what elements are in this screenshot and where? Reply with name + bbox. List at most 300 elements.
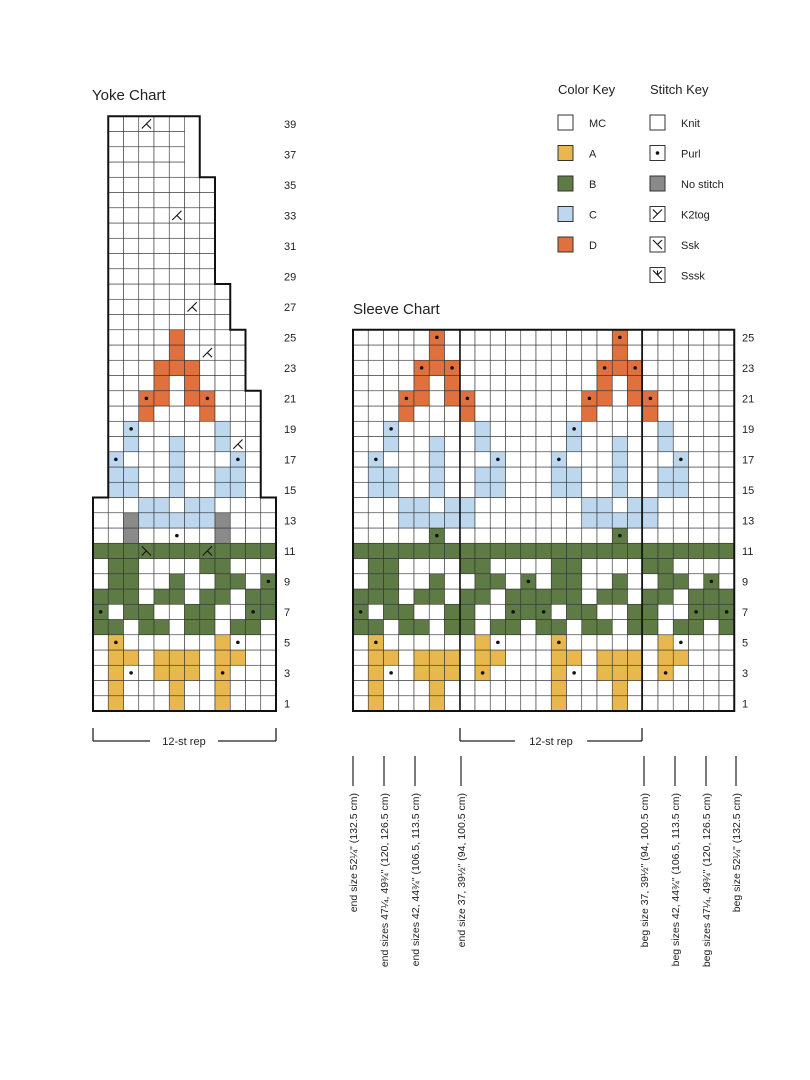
yoke-cell: [139, 193, 154, 208]
sleeve-cell: [429, 604, 444, 619]
yoke-cell: [246, 498, 261, 513]
yoke-cell: [108, 650, 123, 665]
yoke-row-label: 21: [284, 393, 297, 406]
yoke-cell: [169, 238, 184, 253]
sleeve-cell: [384, 635, 399, 650]
sleeve-cell: [368, 665, 383, 680]
sleeve-cell: [628, 635, 643, 650]
sleeve-cell: [704, 437, 719, 452]
sleeve-row-label: 1: [742, 698, 749, 711]
yoke-cell: [169, 696, 184, 711]
sleeve-cell: [475, 513, 490, 528]
sleeve-cell: [414, 696, 429, 711]
sleeve-cell: [368, 360, 383, 375]
sleeve-cell: [567, 574, 582, 589]
yoke-cell: [108, 513, 123, 528]
yoke-cell: [246, 528, 261, 543]
sleeve-cell: [551, 513, 566, 528]
sleeve-cell: [445, 498, 460, 513]
yoke-cell: [200, 421, 215, 436]
sleeve-cell: [399, 437, 414, 452]
sleeve-cell: [689, 528, 704, 543]
stitch-key-label: K2tog: [681, 209, 710, 222]
sleeve-cell: [490, 681, 505, 696]
sleeve-cell: [521, 589, 536, 604]
sleeve-cell: [445, 406, 460, 421]
sleeve-cell: [612, 574, 627, 589]
yoke-cell: [230, 482, 245, 497]
sleeve-cell: [445, 665, 460, 680]
yoke-cell: [93, 543, 108, 558]
sleeve-cell: [490, 345, 505, 360]
yoke-cell: [139, 437, 154, 452]
yoke-cell: [215, 528, 230, 543]
sleeve-cell: [673, 498, 688, 513]
sleeve-cell: [490, 528, 505, 543]
yoke-cell: [230, 498, 245, 513]
sleeve-cell: [536, 421, 551, 436]
yoke-cell: [124, 528, 139, 543]
sleeve-cell: [460, 345, 475, 360]
yoke-cell: [246, 437, 261, 452]
sleeve-cell: [536, 437, 551, 452]
sleeve-cell: [643, 513, 658, 528]
sleeve-cell: [612, 437, 627, 452]
color-swatch: [558, 176, 573, 191]
sleeve-cell: [719, 360, 734, 375]
purl-dot: [374, 458, 378, 462]
sleeve-cell: [673, 345, 688, 360]
sleeve-row-label: 15: [742, 484, 755, 497]
sleeve-cell: [445, 482, 460, 497]
sleeve-cell: [673, 330, 688, 345]
sleeve-row-label: 5: [742, 637, 749, 650]
yoke-cell: [108, 330, 123, 345]
sleeve-cell: [521, 650, 536, 665]
yoke-cell: [185, 208, 200, 223]
yoke-cell: [154, 467, 169, 482]
yoke-cell: [215, 498, 230, 513]
sleeve-cell: [399, 543, 414, 558]
sleeve-cell: [445, 574, 460, 589]
color-key-title: Color Key: [558, 82, 616, 97]
sleeve-chart-title: Sleeve Chart: [353, 301, 440, 318]
yoke-cell: [124, 604, 139, 619]
sleeve-cell: [414, 528, 429, 543]
yoke-cell: [261, 589, 276, 604]
sleeve-cell: [628, 604, 643, 619]
yoke-cell: [200, 604, 215, 619]
purl-dot: [435, 534, 439, 538]
sleeve-cell: [384, 574, 399, 589]
purl-dot: [725, 610, 729, 614]
sleeve-cell: [368, 345, 383, 360]
color-swatch: [558, 237, 573, 252]
purl-dot: [649, 397, 653, 401]
yoke-row-label: 27: [284, 301, 297, 314]
stitch-key-label: Ssk: [681, 240, 700, 252]
sleeve-cell: [582, 345, 597, 360]
yoke-cell: [215, 452, 230, 467]
yoke-cell: [154, 620, 169, 635]
sleeve-cell: [521, 513, 536, 528]
sleeve-cell: [597, 376, 612, 391]
yoke-cell: [169, 482, 184, 497]
sleeve-cell: [475, 376, 490, 391]
yoke-cell: [185, 193, 200, 208]
sleeve-cell: [582, 650, 597, 665]
sleeve-cell: [567, 543, 582, 558]
sleeve-cell: [612, 543, 627, 558]
yoke-cell: [261, 650, 276, 665]
yoke-cell: [215, 604, 230, 619]
sleeve-cell: [628, 559, 643, 574]
yoke-cell: [124, 269, 139, 284]
sleeve-cell: [475, 604, 490, 619]
yoke-row-label: 37: [284, 149, 297, 162]
sleeve-cell: [643, 559, 658, 574]
yoke-cell: [246, 391, 261, 406]
purl-dot: [114, 641, 118, 645]
sleeve-row-label: 7: [742, 606, 749, 619]
sleeve-cell: [368, 528, 383, 543]
sleeve-cell: [445, 330, 460, 345]
sleeve-cell: [368, 604, 383, 619]
sleeve-cell: [399, 635, 414, 650]
sleeve-cell: [719, 620, 734, 635]
sleeve-cell: [399, 696, 414, 711]
sleeve-cell: [597, 604, 612, 619]
sleeve-cell: [475, 345, 490, 360]
yoke-cell: [139, 162, 154, 177]
sleeve-cell: [445, 589, 460, 604]
sleeve-cell: [521, 330, 536, 345]
sleeve-cell: [353, 650, 368, 665]
purl-dot: [557, 641, 561, 645]
yoke-cell: [230, 574, 245, 589]
yoke-cell: [108, 269, 123, 284]
yoke-cell: [124, 162, 139, 177]
yoke-cell: [154, 528, 169, 543]
yoke-row-label: 31: [284, 240, 297, 253]
sleeve-cell: [551, 665, 566, 680]
sleeve-cell: [689, 513, 704, 528]
yoke-cell: [215, 589, 230, 604]
sleeve-cell: [658, 360, 673, 375]
sleeve-cell: [628, 574, 643, 589]
sleeve-cell: [719, 650, 734, 665]
yoke-cell: [169, 406, 184, 421]
sleeve-cell: [353, 406, 368, 421]
sleeve-cell: [719, 498, 734, 513]
sleeve-cell: [658, 421, 673, 436]
sleeve-cell: [490, 574, 505, 589]
sleeve-row-label: 11: [742, 545, 754, 558]
sleeve-cell: [597, 681, 612, 696]
yoke-cell: [185, 467, 200, 482]
purl-dot: [359, 610, 363, 614]
yoke-cell: [108, 208, 123, 223]
yoke-cell: [200, 635, 215, 650]
yoke-cell: [108, 376, 123, 391]
yoke-cell: [139, 376, 154, 391]
sleeve-cell: [490, 376, 505, 391]
sleeve-cell: [551, 421, 566, 436]
yoke-cell: [261, 665, 276, 680]
yoke-cell: [185, 360, 200, 375]
yoke-cell: [185, 376, 200, 391]
sleeve-cell: [429, 482, 444, 497]
sleeve-cell: [475, 681, 490, 696]
sleeve-cell: [643, 345, 658, 360]
sleeve-cell: [551, 498, 566, 513]
yoke-cell: [108, 528, 123, 543]
sleeve-cell: [658, 589, 673, 604]
yoke-cell: [246, 650, 261, 665]
yoke-cell: [246, 406, 261, 421]
yoke-cell: [246, 482, 261, 497]
sleeve-cell: [582, 543, 597, 558]
yoke-cell: [93, 620, 108, 635]
sleeve-cell: [460, 696, 475, 711]
yoke-cell: [230, 681, 245, 696]
sleeve-cell: [384, 345, 399, 360]
sleeve-cell: [719, 330, 734, 345]
sleeve-cell: [689, 421, 704, 436]
sleeve-cell: [689, 574, 704, 589]
yoke-cell: [185, 284, 200, 299]
sleeve-cell: [475, 543, 490, 558]
yoke-cell: [124, 635, 139, 650]
sleeve-cell: [429, 360, 444, 375]
yoke-cell: [200, 437, 215, 452]
sleeve-cell: [368, 696, 383, 711]
sleeve-cell: [689, 589, 704, 604]
yoke-cell: [139, 620, 154, 635]
purl-dot: [236, 641, 240, 645]
yoke-cell: [215, 696, 230, 711]
yoke-cell: [169, 177, 184, 192]
sleeve-cell: [567, 650, 582, 665]
sleeve-cell: [582, 467, 597, 482]
yoke-cell: [169, 254, 184, 269]
sleeve-cell: [643, 681, 658, 696]
sleeve-cell: [399, 345, 414, 360]
yoke-cell: [154, 681, 169, 696]
sleeve-cell: [460, 589, 475, 604]
yoke-cell: [169, 376, 184, 391]
sleeve-cell: [536, 345, 551, 360]
sleeve-cell: [536, 498, 551, 513]
sleeve-cell: [353, 498, 368, 513]
yoke-chart-title: Yoke Chart: [92, 87, 166, 104]
sleeve-cell: [445, 650, 460, 665]
yoke-cell: [124, 559, 139, 574]
sleeve-cell: [673, 513, 688, 528]
sleeve-cell: [689, 681, 704, 696]
sleeve-cell: [582, 376, 597, 391]
sleeve-cell: [719, 696, 734, 711]
sleeve-cell: [689, 391, 704, 406]
sleeve-cell: [368, 498, 383, 513]
yoke-row-label: 25: [284, 332, 297, 345]
sleeve-cell: [429, 574, 444, 589]
yoke-cell: [108, 147, 123, 162]
sleeve-cell: [704, 345, 719, 360]
sleeve-cell: [445, 696, 460, 711]
sleeve-cell: [612, 467, 627, 482]
sleeve-cell: [628, 650, 643, 665]
sleeve-cell: [536, 452, 551, 467]
purl-dot: [389, 427, 393, 431]
yoke-cell: [230, 528, 245, 543]
sleeve-cell: [643, 406, 658, 421]
sleeve-cell: [704, 543, 719, 558]
yoke-cell: [200, 681, 215, 696]
yoke-cell: [246, 421, 261, 436]
sleeve-cell: [689, 696, 704, 711]
sleeve-cell: [628, 681, 643, 696]
sleeve-cell: [704, 360, 719, 375]
sleeve-cell: [704, 650, 719, 665]
sleeve-cell: [567, 330, 582, 345]
sleeve-cell: [506, 665, 521, 680]
sleeve-cell: [414, 513, 429, 528]
sleeve-cell: [567, 452, 582, 467]
yoke-cell: [246, 620, 261, 635]
sleeve-cell: [490, 696, 505, 711]
sleeve-cell: [506, 513, 521, 528]
sleeve-cell: [475, 574, 490, 589]
sleeve-cell: [551, 330, 566, 345]
sleeve-cell: [536, 620, 551, 635]
sleeve-cell: [521, 635, 536, 650]
purl-dot: [496, 641, 500, 645]
yoke-cell: [169, 299, 184, 314]
yoke-cell: [215, 421, 230, 436]
yoke-cell: [154, 635, 169, 650]
sleeve-cell: [643, 696, 658, 711]
sleeve-cell: [429, 437, 444, 452]
yoke-cell: [185, 315, 200, 330]
yoke-cell: [108, 498, 123, 513]
sleeve-cell: [597, 589, 612, 604]
purl-dot: [405, 397, 409, 401]
sleeve-cell: [673, 543, 688, 558]
yoke-cell: [185, 391, 200, 406]
sleeve-cell: [643, 604, 658, 619]
yoke-cell: [230, 376, 245, 391]
sleeve-cell: [490, 559, 505, 574]
sleeve-cell: [673, 665, 688, 680]
yoke-cell: [185, 513, 200, 528]
sleeve-cell: [567, 437, 582, 452]
purl-dot: [557, 458, 561, 462]
sleeve-cell: [521, 681, 536, 696]
sleeve-cell: [353, 467, 368, 482]
yoke-cell: [154, 223, 169, 238]
yoke-cell: [261, 604, 276, 619]
sleeve-cell: [445, 620, 460, 635]
purl-dot: [527, 580, 531, 584]
sleeve-cell: [628, 330, 643, 345]
sleeve-cell: [551, 681, 566, 696]
sleeve-cell: [719, 681, 734, 696]
sleeve-cell: [719, 574, 734, 589]
sleeve-cell: [445, 635, 460, 650]
sleeve-cell: [704, 589, 719, 604]
sleeve-cell: [506, 345, 521, 360]
yoke-cell: [154, 376, 169, 391]
yoke-cell: [108, 299, 123, 314]
sleeve-cell: [490, 467, 505, 482]
sleeve-cell: [689, 330, 704, 345]
yoke-cell: [200, 208, 215, 223]
sleeve-cell: [612, 452, 627, 467]
yoke-cell: [124, 238, 139, 253]
purl-dot: [99, 610, 103, 614]
yoke-cell: [108, 284, 123, 299]
sleeve-cell: [475, 498, 490, 513]
sleeve-cell: [399, 528, 414, 543]
sleeve-cell: [597, 391, 612, 406]
sleeve-cell: [719, 589, 734, 604]
yoke-row-label: 9: [284, 576, 291, 589]
yoke-cell: [108, 574, 123, 589]
sleeve-cell: [384, 467, 399, 482]
sleeve-cell: [643, 665, 658, 680]
sleeve-cell: [719, 391, 734, 406]
sleeve-cell: [521, 498, 536, 513]
sleeve-cell: [460, 330, 475, 345]
yoke-cell: [139, 238, 154, 253]
yoke-cell: [154, 254, 169, 269]
sleeve-cell: [368, 543, 383, 558]
sleeve-cell: [597, 574, 612, 589]
sleeve-cell: [719, 406, 734, 421]
yoke-cell: [185, 559, 200, 574]
sleeve-cell: [353, 559, 368, 574]
sleeve-cell: [429, 681, 444, 696]
sleeve-cell: [673, 696, 688, 711]
yoke-cell: [108, 177, 123, 192]
yoke-cell: [215, 360, 230, 375]
yoke-cell: [108, 681, 123, 696]
sleeve-cell: [673, 681, 688, 696]
sleeve-cell: [414, 635, 429, 650]
sleeve-cell: [597, 543, 612, 558]
sleeve-cell: [368, 574, 383, 589]
sleeve-cell: [399, 604, 414, 619]
yoke-cell: [154, 132, 169, 147]
sleeve-cell: [353, 543, 368, 558]
sleeve-cell: [429, 376, 444, 391]
sleeve-cell: [612, 391, 627, 406]
yoke-row-label: 1: [284, 698, 291, 711]
sleeve-cell: [353, 574, 368, 589]
sleeve-cell: [673, 391, 688, 406]
yoke-cell: [139, 467, 154, 482]
sleeve-cell: [414, 543, 429, 558]
yoke-cell: [230, 589, 245, 604]
sleeve-cell: [521, 421, 536, 436]
sleeve-cell: [612, 513, 627, 528]
sleeve-cell: [429, 696, 444, 711]
sleeve-cell: [414, 681, 429, 696]
sleeve-cell: [414, 650, 429, 665]
yoke-cell: [215, 406, 230, 421]
yoke-cell: [154, 238, 169, 253]
